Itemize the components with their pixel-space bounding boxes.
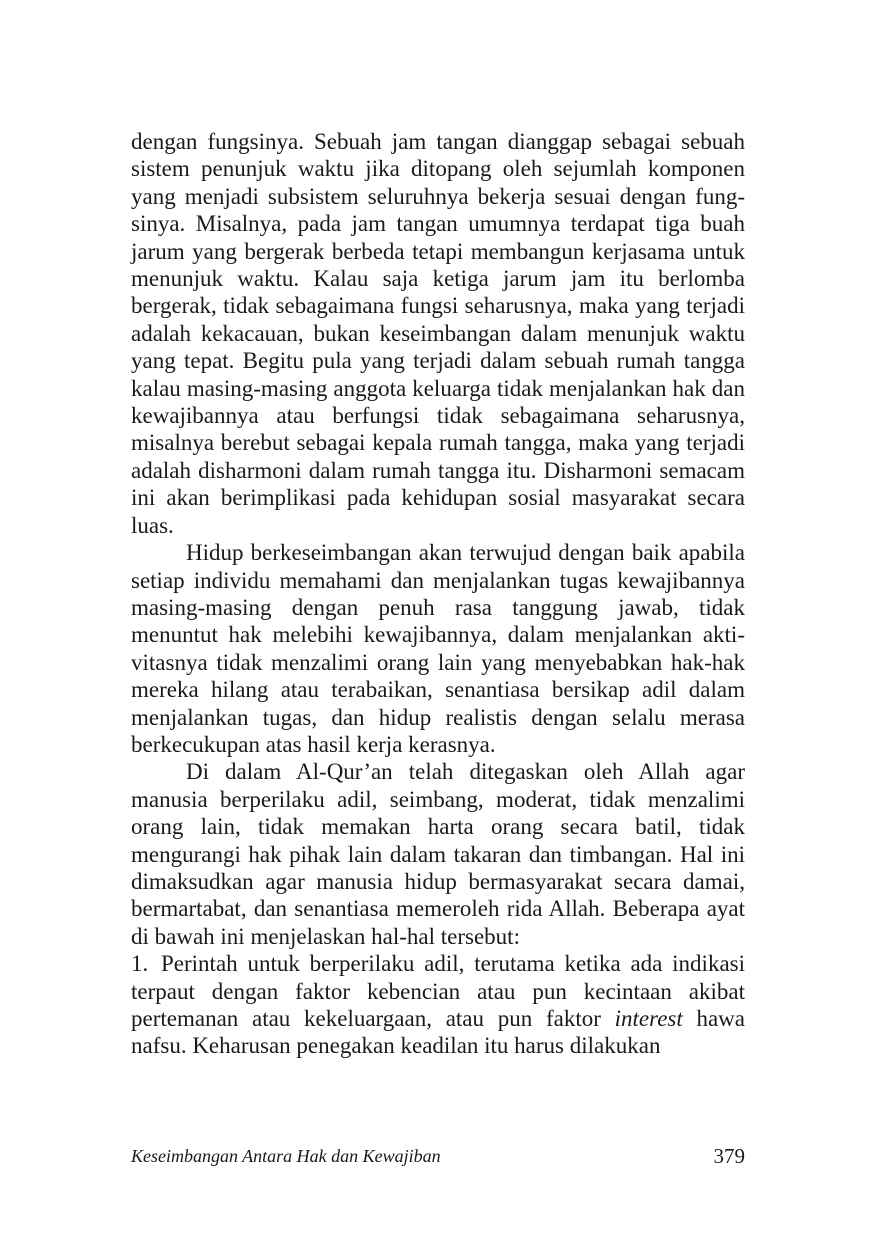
- list-text-after: hawa nafsu. Keharusan penegakan keadilan itu harus dilakukan: [131, 1006, 746, 1059]
- paragraph-2: Hidup berkeseimbangan akan terwujud dengan baik apabila setiap individu memahami dan menjalankan tugas kewajibannya masing-masing dengan penuh rasa tanggung jawab, tidak menuntut hak melebihi kewajibannya, dalam menjalankan aktivitasnya tidak menzalimi orang lain yang menyebabkan hak-hak mereka hilang atau terabaikan, senantiasa bersikap adil dalam menjalankan tugas, dan hidup realistis dengan selalu merasa berkecukupan atas hasil kerja kerasnya.: [131, 540, 745, 757]
- body-text: [131, 128, 745, 1060]
- page-footer: [131, 1146, 745, 1172]
- paragraph-3: Di dalam Al-Qur’an telah ditegaskan oleh Allah agar manusia berperilaku adil, seimbang, moderat, tidak menzalimi orang lain, tidak memakan harta orang secara batil, tidak mengurangi hak pihak lain dalam takaran dan timbangan. Hal ini dimaksudkan agar manusia hidup bermasyarakat secara damai, bermartabat, dan senantiasa memeroleh rida Allah. Beberapa ayat di bawah ini menjelaskan hal-hal tersebut:: [131, 759, 745, 949]
- running-title: Keseimbangan Antara Hak dan Kewajiban: [131, 1146, 441, 1166]
- page-number: 379: [713, 1144, 745, 1168]
- list-number: 1.: [131, 951, 149, 977]
- list-text-italic: interest: [614, 1006, 683, 1031]
- paragraph-1: dengan fungsinya. Sebuah jam tangan dianggap sebagai sebuah sistem penunjuk waktu jika ditopang oleh sejumlah komponen yang menjadi subsistem seluruhnya bekerja sesuai dengan fungsinya. Misalnya, pada jam tangan umumnya terdapat tiga buah jarum yang bergerak berbeda tetapi membangun kerjasama untuk menunjuk waktu. Kalau saja ketiga jarum jam itu berlomba bergerak, tidak sebagaimana fungsi seharusnya, maka yang terjadi adalah kekacauan, bukan keseimbangan dalam menunjuk waktu yang tepat. Begitu pula yang terjadi dalam sebuah rumah tangga kalau masing-masing anggota keluarga tidak menjalankan hak dan kewajibannya atau berfungsi tidak sebagaimana seharusnya, misalnya berebut sebagai kepala rumah tangga, maka yang terjadi adalah disharmoni dalam rumah tangga itu. Disharmoni semacam ini akan berimplikasi pada kehidupan sosial masyarakat secara luas.: [131, 129, 745, 538]
- list-item-1: [131, 950, 745, 1060]
- list-text-before: Perintah untuk berperilaku adil, terutama ketika ada indikasi terpaut dengan faktor kebencian atau pun kecintaan akibat pertemanan atau kekeluargaan, atau pun faktor: [131, 951, 745, 1031]
